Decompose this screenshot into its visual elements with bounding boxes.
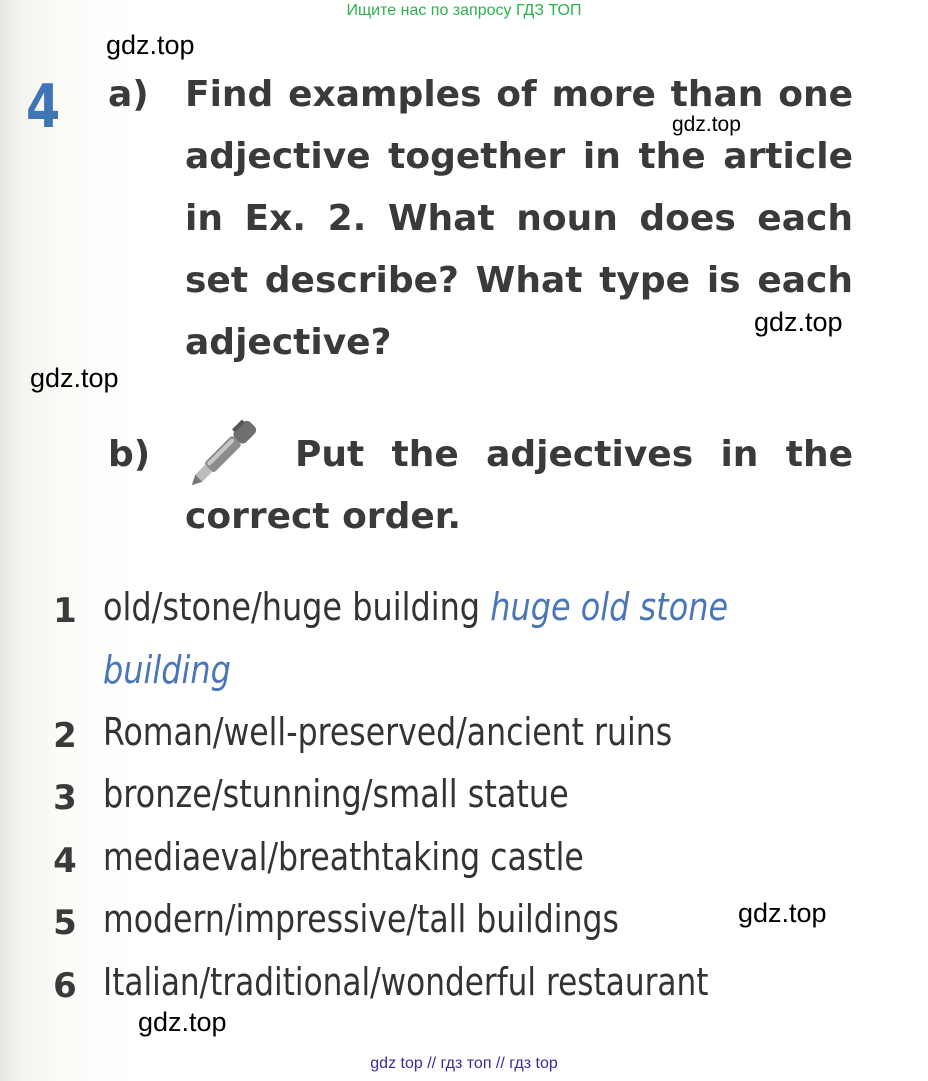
item-number: 2 — [53, 716, 77, 756]
item-number: 1 — [53, 591, 77, 631]
item-number: 4 — [53, 841, 77, 881]
part-b-instruction: Put the adjectives in the correct order. — [185, 434, 853, 537]
bottom-banner[interactable]: gdz top // гдз топ // гдз top — [370, 1055, 558, 1072]
list-item: Italian/traditional/wonderful restaurant — [103, 960, 709, 1004]
item-answer: huge old stone — [490, 585, 729, 629]
watermark: gdz.top — [30, 363, 119, 393]
list-item: mediaeval/breathtaking castle — [103, 835, 584, 879]
exercise-number: 4 — [26, 72, 61, 142]
item-text: old/stone/huge building — [103, 585, 481, 629]
list-item: Roman/well-preserved/ancient ruins — [103, 710, 673, 754]
list-item — [103, 585, 728, 629]
watermark: gdz.top — [106, 30, 195, 60]
watermark: gdz.top — [738, 898, 827, 928]
item-number: 3 — [53, 778, 77, 818]
list-item: modern/impressive/tall buildings — [103, 897, 620, 941]
top-banner[interactable]: Ищите нас по запросу ГДЗ ТОП — [346, 2, 582, 19]
part-a-instruction: Find examples of more than one adjective together in the article in Ex. 2. What noun does each set describe? What type is each adjective? — [185, 74, 853, 363]
item-number: 6 — [53, 966, 77, 1006]
part-b-label: b) — [108, 434, 151, 475]
watermark: gdz.top — [138, 1007, 227, 1037]
item-number: 5 — [53, 903, 77, 943]
part-a-label: a) — [108, 74, 149, 115]
item-answer: building — [103, 648, 231, 692]
watermark: gdz.top — [754, 307, 843, 337]
watermark: gdz.top — [672, 113, 741, 136]
list-item: bronze/stunning/small statue — [103, 772, 569, 816]
